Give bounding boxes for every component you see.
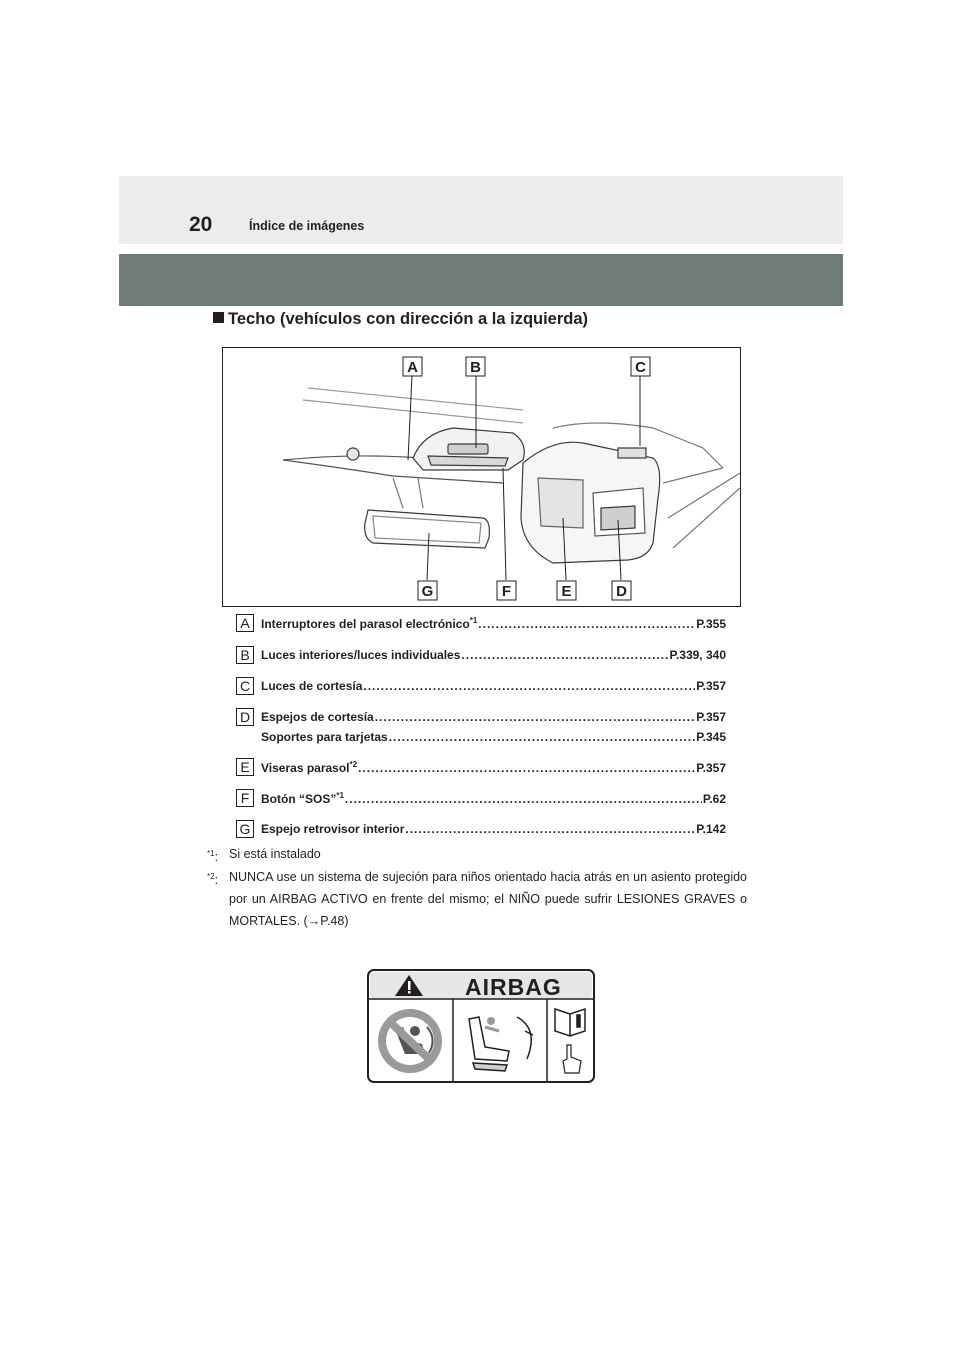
- footnote-mark: *1: [207, 849, 215, 858]
- list-item: [236, 708, 726, 728]
- leader-dots: [478, 617, 695, 631]
- leader-dots: [461, 648, 668, 662]
- list-item: [236, 789, 726, 809]
- footnote-text: NUNCA use un sistema de sujeción para niños orientado hacia atrás en un asiento protegido por un AIRBAG ACTIVO en frente del mismo; el NIÑO puede sufrir LESIONES GRAVES o MORTALES. (→P.48): [229, 870, 747, 928]
- page-reference-link[interactable]: P.62: [702, 792, 726, 806]
- callout-a: A: [407, 359, 418, 376]
- ceiling-drawing: [223, 348, 740, 606]
- leader-dots: [363, 679, 695, 693]
- item-letter: B: [236, 646, 254, 664]
- section-title-text: Techo (vehículos con dirección a la izquierda): [228, 310, 589, 328]
- airbag-warning-label: [367, 969, 595, 1083]
- item-label: Espejo retrovisor interior: [261, 822, 405, 836]
- section-bullet-icon: [213, 312, 224, 323]
- item-label: Viseras parasol: [261, 761, 350, 775]
- airbag-warning-drawing: [367, 969, 595, 1083]
- callout-d: D: [616, 583, 627, 600]
- list-item: [236, 758, 726, 778]
- callout-c: C: [635, 359, 646, 376]
- item-letter: F: [236, 789, 254, 807]
- item-note: *1: [469, 616, 478, 625]
- callout-g: G: [421, 583, 434, 600]
- leader-dots: [389, 730, 695, 744]
- page-reference-link[interactable]: P.357: [696, 710, 726, 724]
- page-reference-link[interactable]: P.345: [696, 730, 726, 744]
- item-letter: C: [236, 677, 254, 695]
- section-title: [213, 310, 588, 329]
- header-band: [119, 254, 843, 306]
- callout-e: E: [561, 583, 572, 600]
- footnote-mark: *2: [207, 872, 215, 881]
- list-item: [236, 820, 726, 840]
- ceiling-illustration: [222, 347, 741, 607]
- list-item: [236, 646, 726, 666]
- page-reference-link[interactable]: P.142: [696, 822, 726, 836]
- no-child-seat-icon: [378, 1009, 442, 1073]
- list-item: [236, 728, 726, 748]
- item-label: Botón “SOS”: [261, 792, 337, 806]
- footnote-2: $^{*2}$: NUNCA use un sistema de sujeción para niños orientado hacia atrás en un asiento protegido por un AIRBAG ACTIVO en frente del mismo; el NIÑO puede sufrir LESIONES GRAVES o MORTALES. (→P.48): [207, 866, 747, 932]
- item-label: Interruptores del parasol electrónico: [261, 617, 470, 631]
- leader-dots: [345, 792, 702, 806]
- item-note: *1: [336, 791, 344, 800]
- item-label: Luces interiores/luces individuales: [261, 648, 461, 662]
- item-note: *2: [349, 760, 358, 769]
- leader-dots: [358, 761, 695, 775]
- list-item: [236, 677, 726, 697]
- item-letter: G: [236, 820, 254, 838]
- header-background: [119, 176, 843, 244]
- page-header-title: Índice de imágenes: [249, 219, 365, 233]
- item-letter: E: [236, 758, 254, 776]
- list-item: [236, 614, 726, 634]
- page-reference-link[interactable]: P.339, 340: [669, 648, 726, 662]
- item-label: Luces de cortesía: [261, 679, 363, 693]
- page-reference-link[interactable]: P.355: [696, 617, 726, 631]
- page-reference-link[interactable]: P.357: [696, 761, 726, 775]
- airbag-word: AIRBAG: [465, 974, 562, 1000]
- callout-f: F: [501, 583, 512, 600]
- item-letter: A: [236, 614, 254, 632]
- leader-dots: [375, 710, 695, 724]
- item-label: Soportes para tarjetas: [261, 730, 388, 744]
- item-label: Espejos de cortesía: [261, 710, 374, 724]
- callout-b: B: [470, 359, 481, 376]
- item-letter: D: [236, 708, 254, 726]
- footnote-text: Si está instalado: [229, 847, 321, 861]
- page-number: 20: [189, 213, 213, 236]
- page-reference-link[interactable]: P.357: [696, 679, 726, 693]
- leader-dots: [405, 822, 695, 836]
